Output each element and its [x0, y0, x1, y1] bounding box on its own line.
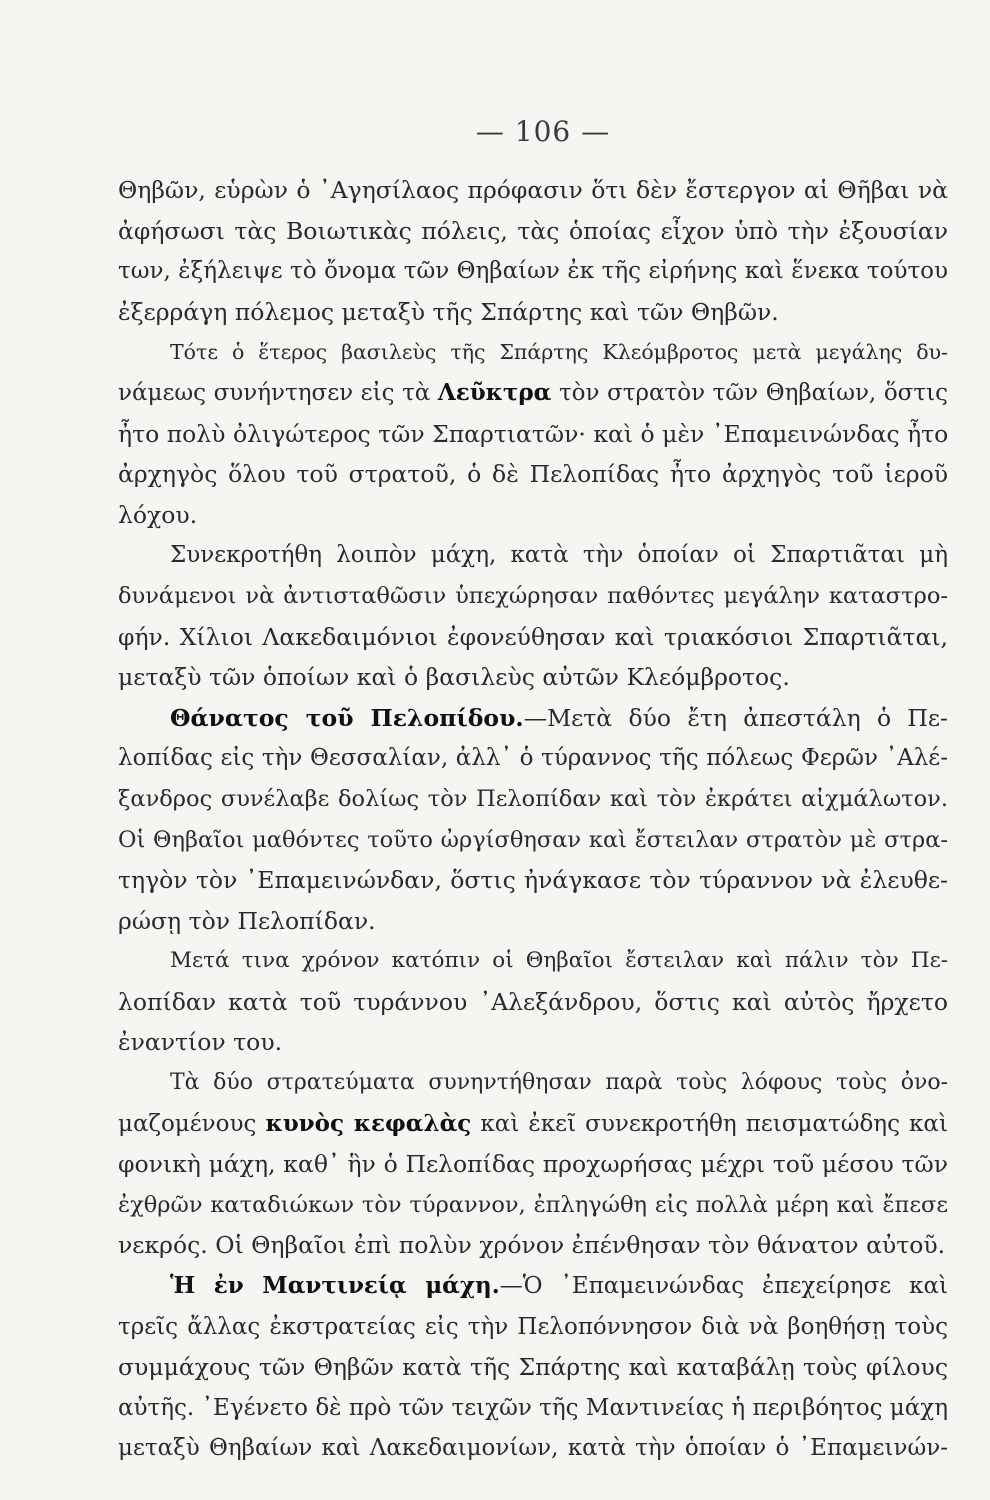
text-line: των, ἐξήλειψε τὸ ὄνομα τῶν Θηβαίων ἐκ τῆς εἰρήνης καὶ ἕνεκα τούτου: [118, 258, 948, 285]
paragraph-6: [118, 1063, 948, 1266]
text-line: ρώσῃ τὸν Πελοπίδαν.: [118, 906, 376, 935]
text-fragment: μαζομένους: [118, 1110, 266, 1137]
bold-term: κυνὸς κεφαλὰς: [265, 1109, 472, 1137]
text-line: αὐτῆς. ᾿Εγένετο δὲ πρὸ τῶν τειχῶν τῆς Μαντινείας ἡ περιβόητος μάχη: [118, 1394, 948, 1421]
text-line: Τότε ὁ ἕτερος βασιλεὺς τῆς Σπάρτης Κλεόμβροτος μετὰ μεγάλης δυ-: [170, 340, 948, 365]
paragraph-3: [118, 535, 948, 697]
paragraph-1: [118, 170, 948, 332]
text-fragment: νάμεως συνήντησεν εἰς τὰ: [118, 379, 438, 406]
text-line: μεταξὺ Θηβαίων καὶ Λακεδαιμονίων, κατὰ τὴν ὁποίαν ὁ ᾿Επαμεινών-: [118, 1435, 948, 1462]
text-line: φονικὴ μάχη, καθ᾿ ἣν ὁ Πελοπίδας προχωρήσας μέχρι τοῦ μέσου τῶν: [118, 1150, 948, 1179]
text-line: νεκρός. Οἱ Θηβαῖοι ἐπὶ πολὺν χρόνον ἐπένθησαν τὸν θάνατον αὐτοῦ.: [118, 1231, 946, 1260]
text-line: φήν. Χίλιοι Λακεδαιμόνιοι ἐφονεύθησαν καὶ τριακόσιοι Σπαρτιᾶται,: [118, 622, 948, 651]
paragraph-2: [118, 332, 948, 535]
text-line: τρεῖς ἄλλας ἐκστρατείας εἰς τὴν Πελοπόννησον διὰ νὰ βοηθήσῃ τοὺς: [118, 1313, 948, 1340]
paragraph-5: [118, 941, 948, 1063]
section-heading: Θάνατος τοῦ Πελοπίδου.: [170, 703, 524, 732]
text-line: Θηβῶν, εὑρὼν ὁ ᾿Αγησίλαος πρόφασιν ὅτι δὲν ἔστεργον αἱ Θῆβαι νὰ: [118, 176, 948, 204]
text-line: λοπίδας εἰς τὴν Θεσσαλίαν, ἀλλ᾿ ὁ τύραννος τῆς πόλεως Φερῶν ᾿Αλέ-: [118, 745, 948, 772]
paragraph-7: [118, 1266, 948, 1469]
text-line: ἦτο πολὺ ὀλιγώτερος τῶν Σπαρτιατῶν· καὶ ὁ μὲν ᾿Επαμεινώνδας ἦτο: [118, 419, 949, 448]
text-line: ἐναντίον του.: [118, 1028, 283, 1057]
paragraph-4: [118, 698, 948, 942]
text-fragment: καὶ ἐκεῖ συνεκροτήθη πεισματώδης καὶ: [471, 1110, 948, 1137]
text-line: Οἱ Θηβαῖοι μαθόντες τοῦτο ὠργίσθησαν καὶ ἔστειλαν στρατὸν μὲ στρα-: [118, 826, 948, 853]
text-line: λόχου.: [118, 500, 198, 529]
text-line: συμμάχους τῶν Θηβῶν κατὰ τῆς Σπάρτης καὶ καταβάλῃ τοὺς φίλους: [118, 1353, 948, 1382]
text-line: δυνάμενοι νὰ ἀντισταθῶσιν ὑπεχώρησαν παθόντες μεγάλην καταστρο-: [118, 582, 948, 609]
text-line-with-bold: [118, 1104, 948, 1145]
text-line: μεταξὺ τῶν ὁποίων καὶ ὁ βασιλεὺς αὐτῶν Κλεόμβροτος.: [118, 663, 790, 692]
text-line-with-bold: [118, 373, 948, 414]
text-line: ἀρχηγὸς ὅλου τοῦ στρατοῦ, ὁ δὲ Πελοπίδας ἦτο ἀρχηγὸς τοῦ ἱεροῦ: [118, 460, 948, 489]
text-line-with-heading: [118, 1266, 948, 1307]
text-fragment: —Ὁ ᾿Επαμεινώνδας ἐπεχείρησε καὶ: [499, 1273, 948, 1300]
section-heading: Ἡ ἐν Μαντινείᾳ μάχη.: [170, 1272, 500, 1300]
text-line: τηγὸν τὸν ᾿Επαμεινώνδαν, ὅστις ἠνάγκασε τὸν τύραννον νὰ ἐλευθε-: [118, 866, 948, 895]
bold-term: Λεῦκτρα: [437, 378, 552, 406]
text-line: ἐχθρῶν καταδιώκων τὸν τύραννον, ἐπληγώθη εἰς πολλὰ μέρη καὶ ἔπεσε: [118, 1191, 948, 1218]
text-line: Συνεκροτήθη λοιπὸν μάχη, κατὰ τὴν ὁποίαν οἱ Σπαρτιᾶται μὴ: [170, 542, 948, 569]
text-line-with-heading: [118, 698, 948, 739]
text-line: Τὰ δύο στρατεύματα συνηντήθησαν παρὰ τοὺς λόφους τοὺς ὀνο-: [170, 1070, 948, 1096]
text-fragment: —Μετὰ δύο ἔτη ἀπεστάλη ὁ Πε-: [523, 703, 948, 732]
text-line: Μετά τινα χρόνον κατόπιν οἱ Θηβαῖοι ἔστειλαν καὶ πάλιν τὸν Πε-: [170, 948, 948, 974]
book-page: [118, 115, 948, 1469]
text-line: ξανδρος συνέλαβε δολίως τὸν Πελοπίδαν καὶ τὸν ἐκράτει αἰχμάλωτον.: [118, 785, 948, 812]
text-line: λοπίδαν κατὰ τοῦ τυράννου ᾿Αλεξάνδρου, ὅστις καὶ αὐτὸς ἤρχετο: [118, 987, 948, 1016]
page-number: — 106 —: [475, 115, 611, 148]
text-line: ἀφήσωσι τὰς Βοιωτικὰς πόλεις, τὰς ὁποίας εἶχον ὑπὸ τὴν ἐξουσίαν: [118, 216, 948, 245]
text-line: ἐξερράγη πόλεμος μεταξὺ τῆς Σπάρτης καὶ τῶν Θηβῶν.: [118, 297, 779, 326]
text-fragment: τὸν στρατὸν τῶν Θηβαίων, ὅστις: [551, 379, 948, 406]
